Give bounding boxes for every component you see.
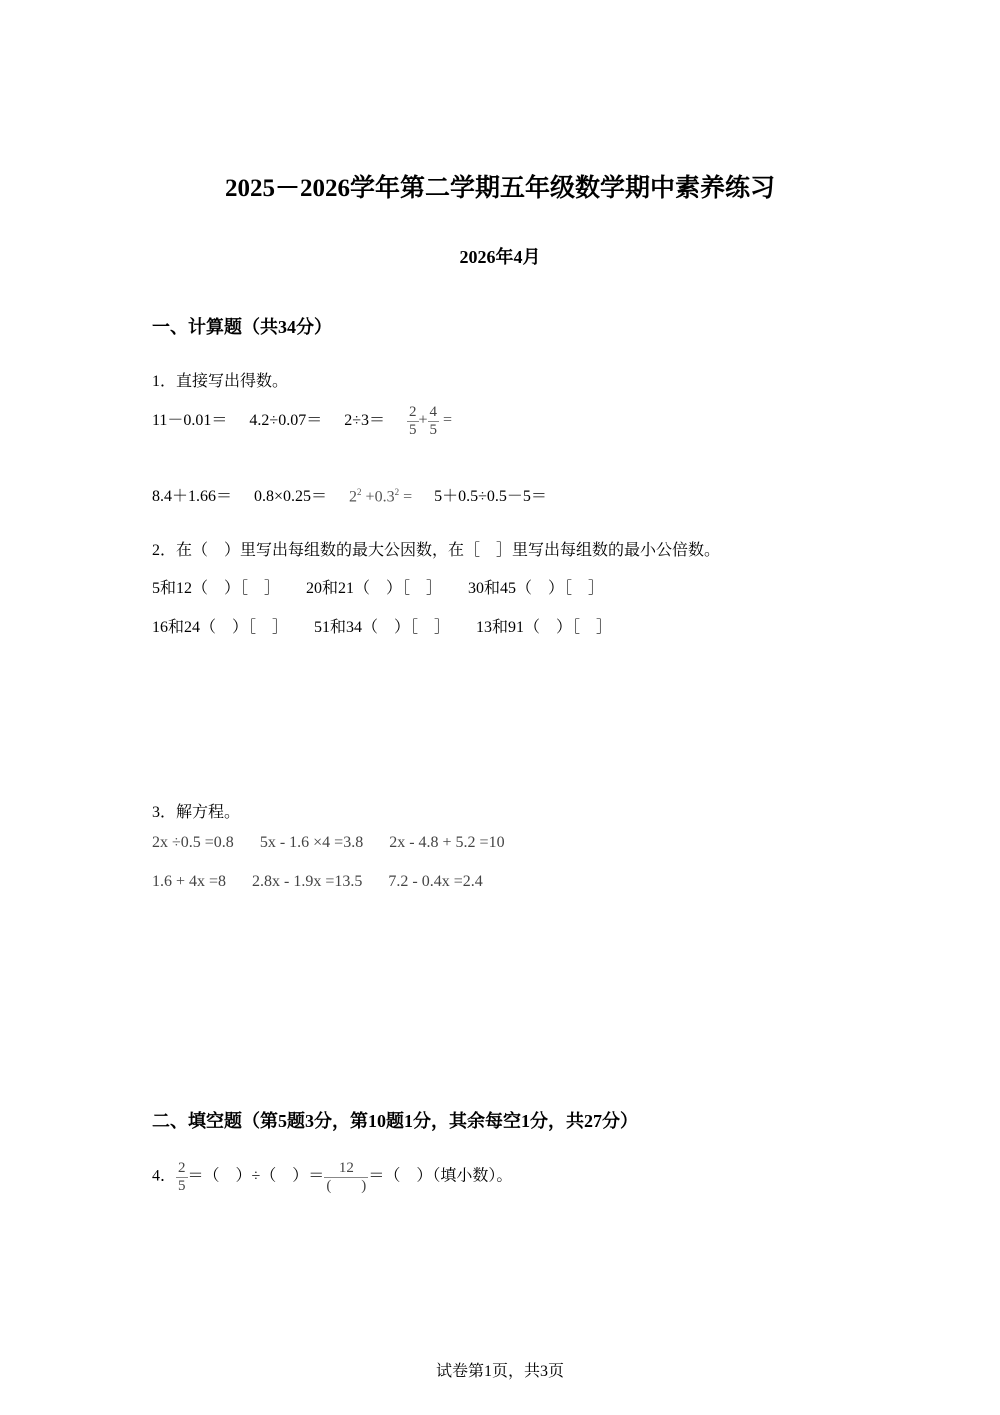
q2-row2 <box>152 614 630 637</box>
q1-item: 11－0.01＝ <box>152 411 228 429</box>
q1-item: 0.8×0.25＝ <box>254 488 328 505</box>
q1-power-expression: $2^2 +0.3^2$ = <box>349 486 413 505</box>
q2-row1 <box>152 575 622 598</box>
equation: 2x - 4.8 + 5.2 =10 <box>389 834 505 851</box>
q4-line <box>152 1160 512 1194</box>
section1-heading: 一、计算题（共34分） <box>152 317 332 337</box>
q1-item: 4.2÷0.07＝ <box>249 411 323 429</box>
equation: 2x ÷0.5 =0.8 <box>152 834 234 851</box>
q2-item: 13和91（ ）［ ］ <box>476 619 613 636</box>
q3-row2 <box>152 873 501 891</box>
fraction: $\frac{2}{5}$ <box>409 404 417 438</box>
q2-item: 51和34（ ）［ ］ <box>314 619 451 636</box>
q4-number: 4． <box>152 1167 177 1185</box>
exam-date: 2026年4月 <box>459 247 541 267</box>
page-title: 2025－2026学年第二学期五年级数学期中素养练习 <box>224 175 775 202</box>
q1-fraction-expression: $\frac{2}{5}$ + $\frac{4}{5}$ = <box>409 404 453 438</box>
q1-item: 2÷3＝ <box>344 411 386 429</box>
q1-row1 <box>152 404 470 438</box>
q3-prompt: 3．解方程。 <box>152 804 241 821</box>
q1-row2 <box>152 483 565 506</box>
q1-item: 5＋0.5÷0.5－5＝ <box>434 488 547 505</box>
equation: 7.2 - 0.4x =2.4 <box>388 873 483 890</box>
equation: 1.6 + 4x =8 <box>152 873 227 890</box>
equation: 5x - 1.6 ×4 =3.8 <box>259 834 364 851</box>
q4-part1: ＝（ ）÷（ ）＝ <box>187 1167 325 1185</box>
page-footer: 试卷第1页，共3页 <box>435 1363 564 1380</box>
section2-heading: 二、填空题（第5题3分，第10题1分，其余每空1分，共27分） <box>152 1111 638 1131</box>
q2-prompt: 2．在（ ）里写出每组数的最大公因数，在［ ］里写出每组数的最小公倍数。 <box>152 542 721 559</box>
q1-prompt: 1．直接写出得数。 <box>152 373 289 390</box>
equation: 2.8x - 1.9x =13.5 <box>252 873 363 890</box>
q2-item: 20和21（ ）［ ］ <box>306 580 443 597</box>
q4-part2: ＝（ ）（填小数）。 <box>368 1167 513 1185</box>
q2-item: 30和45（ ）［ ］ <box>468 580 605 597</box>
q2-item: 5和12（ ）［ ］ <box>152 580 281 597</box>
q1-item: 8.4＋1.66＝ <box>152 488 233 505</box>
fraction: $\frac{2}{5}$ <box>178 1160 186 1194</box>
q2-item: 16和24（ ）［ ］ <box>152 619 289 636</box>
q3-row1 <box>152 834 523 852</box>
fraction: $\frac{4}{5}$ <box>429 404 438 438</box>
fraction: $\frac{12}{( )}$ <box>326 1160 367 1194</box>
